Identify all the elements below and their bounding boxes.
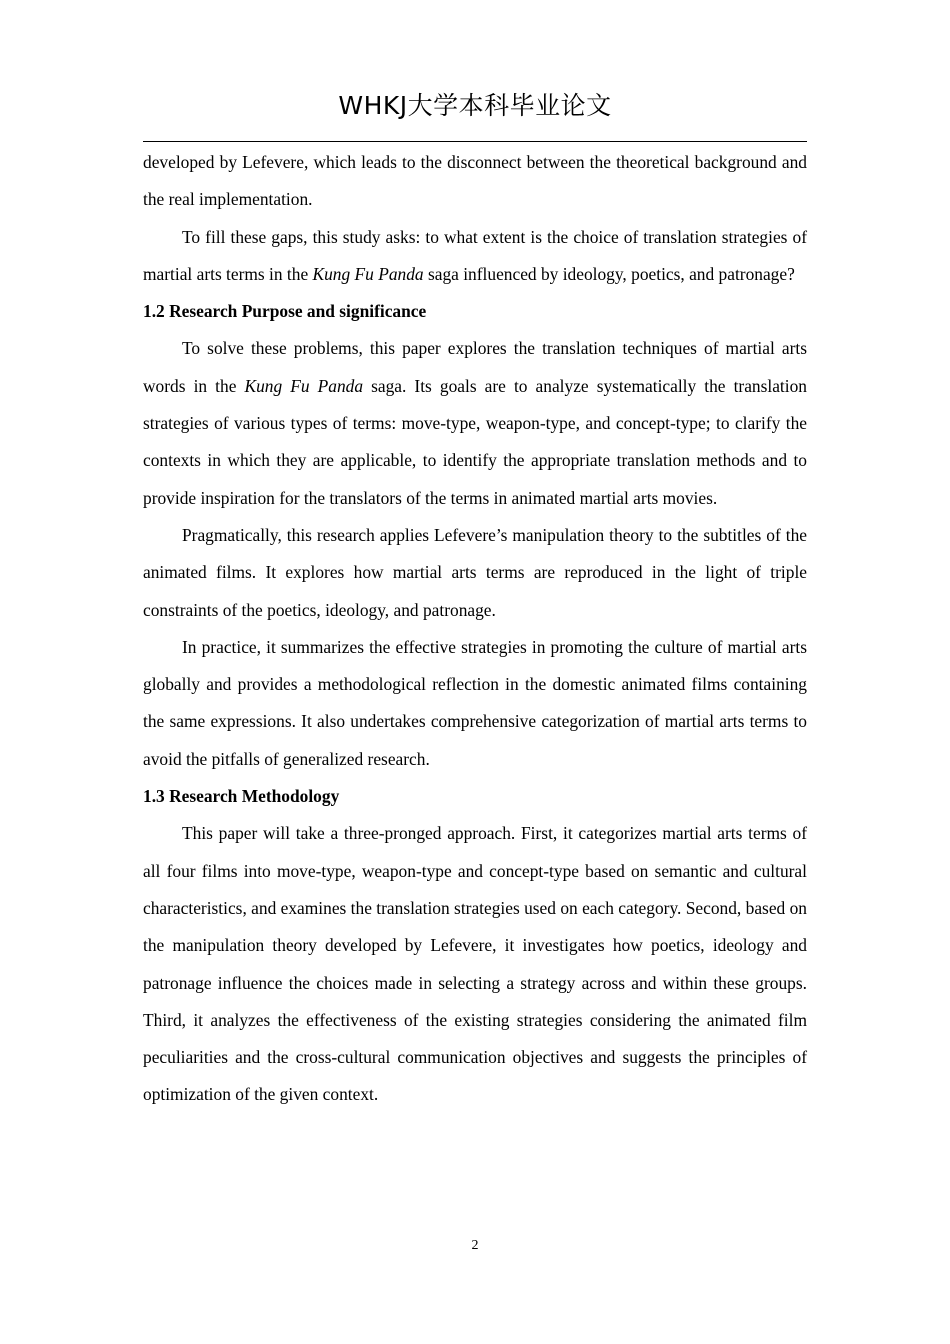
text-span: saga influenced by ideology, poetics, and patronage?: [423, 263, 795, 284]
text-span: To fill these gaps, this study asks: to what extent is the choice of translation strategies of martial arts terms in the: [143, 226, 807, 284]
section-heading-1-2: 1.2 Research Purpose and significance: [143, 301, 427, 322]
paragraph-methodology: This paper will take a three-pronged approach. First, it categorizes martial arts terms of all four films into move-type, weapon-type and concept-type based on semantic and cultural characteristics, and examines the translation strategies used on each category. Second, based on the manipulation theory developed by Lefevere, it investigates how poetics, ideology and patronage influence the choices made in selecting a strategy across and within these groups. Third, it analyzes the effectiveness of the existing strategies considering the animated film peculiarities and the cross-cultural communication objectives and suggests the principles of optimization of the given context.: [143, 823, 807, 1105]
text-span: To solve these problems, this paper explores the translation techniques of martial arts words in the: [143, 338, 807, 396]
header-divider: [143, 141, 807, 142]
paragraph-purpose: [143, 330, 807, 516]
running-header-title: WHKJ大学本科毕业论文: [338, 91, 612, 120]
film-title-italic: Kung Fu Panda: [244, 375, 364, 396]
text-span: saga. Its goals are to analyze systematically the translation strategies of various types of terms: move-type, weapon-type, and concept-type; to clarify the contexts in which they are applicable, to identify the appropriate translation methods and to provide inspiration for the translators of the terms in animated martial arts movies.: [143, 375, 807, 508]
section-heading-1-3: 1.3 Research Methodology: [143, 786, 340, 807]
paragraph-practice: In practice, it summarizes the effective strategies in promoting the culture of martial arts globally and provides a methodological reflection in the domestic animated films containing the same expressions. It also undertakes comprehensive categorization of martial arts terms to avoid the pitfalls of generalized research.: [143, 636, 807, 769]
paragraph-continuation: developed by Lefevere, which leads to the disconnect between the theoretical background and the real implementation.: [143, 152, 807, 210]
film-title-italic: Kung Fu Panda: [312, 263, 424, 284]
paragraph-pragmatic: Pragmatically, this research applies Lefevere’s manipulation theory to the subtitles of the animated films. It explores how martial arts terms are reproduced in the light of triple constraints of the poetics, ideology, and patronage.: [143, 524, 807, 620]
paragraph-research-question: [143, 219, 807, 294]
body-text: [143, 144, 807, 1114]
page-number: 2: [471, 1238, 479, 1253]
